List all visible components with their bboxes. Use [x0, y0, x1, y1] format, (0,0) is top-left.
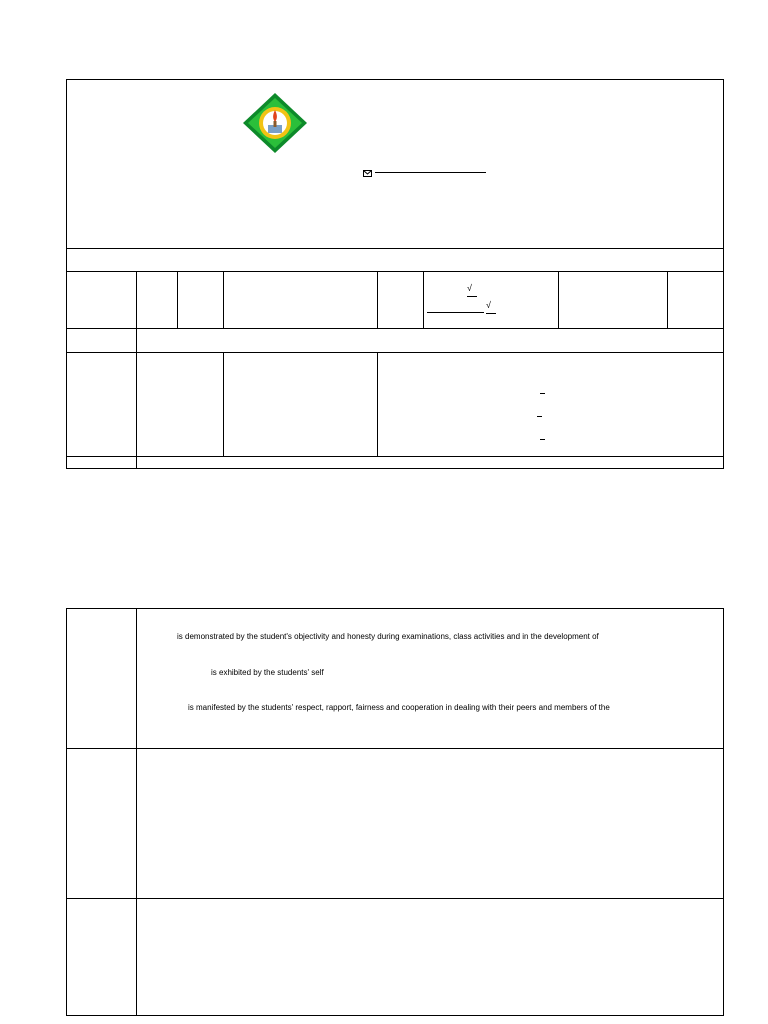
col-divider — [136, 456, 137, 469]
header-divider — [66, 248, 724, 249]
check-mark: √ — [467, 283, 472, 293]
values-line-respect: is manifested by the students' respect, rapport, fairness and cooperation in dealing with their peers and members of the — [188, 703, 610, 712]
col-divider — [177, 271, 178, 328]
col-divider — [377, 271, 378, 328]
check-mark: √ — [486, 300, 491, 310]
row-divider-2 — [66, 328, 724, 329]
email-field-line — [375, 172, 486, 173]
col-divider — [223, 271, 224, 328]
values-line-self: is exhibited by the students' self — [211, 668, 324, 677]
blank-line — [427, 312, 484, 313]
check-underline — [467, 296, 477, 297]
values-row-divider — [66, 748, 724, 749]
col-divider — [423, 271, 424, 328]
dash-mark — [537, 416, 542, 417]
dash-mark — [540, 393, 545, 394]
col-divider — [136, 328, 137, 352]
col-divider — [667, 271, 668, 328]
check-underline — [486, 313, 496, 314]
school-seal-logo — [240, 92, 310, 154]
col-divider — [377, 352, 378, 456]
col-divider — [136, 352, 137, 456]
values-table — [66, 608, 724, 1016]
col-divider — [558, 271, 559, 328]
row-divider-1 — [66, 271, 724, 272]
col-divider — [136, 271, 137, 328]
values-line-integrity: is demonstrated by the student's objectivity and honesty during examinations, class activities and in the development of — [177, 632, 599, 641]
row-divider-4 — [66, 456, 724, 457]
dash-mark — [540, 439, 545, 440]
form-header-box — [66, 79, 724, 469]
envelope-icon — [363, 164, 372, 182]
row-divider-3 — [66, 352, 724, 353]
values-row-divider — [66, 898, 724, 899]
col-divider — [223, 352, 224, 456]
values-col-divider — [136, 608, 137, 1016]
